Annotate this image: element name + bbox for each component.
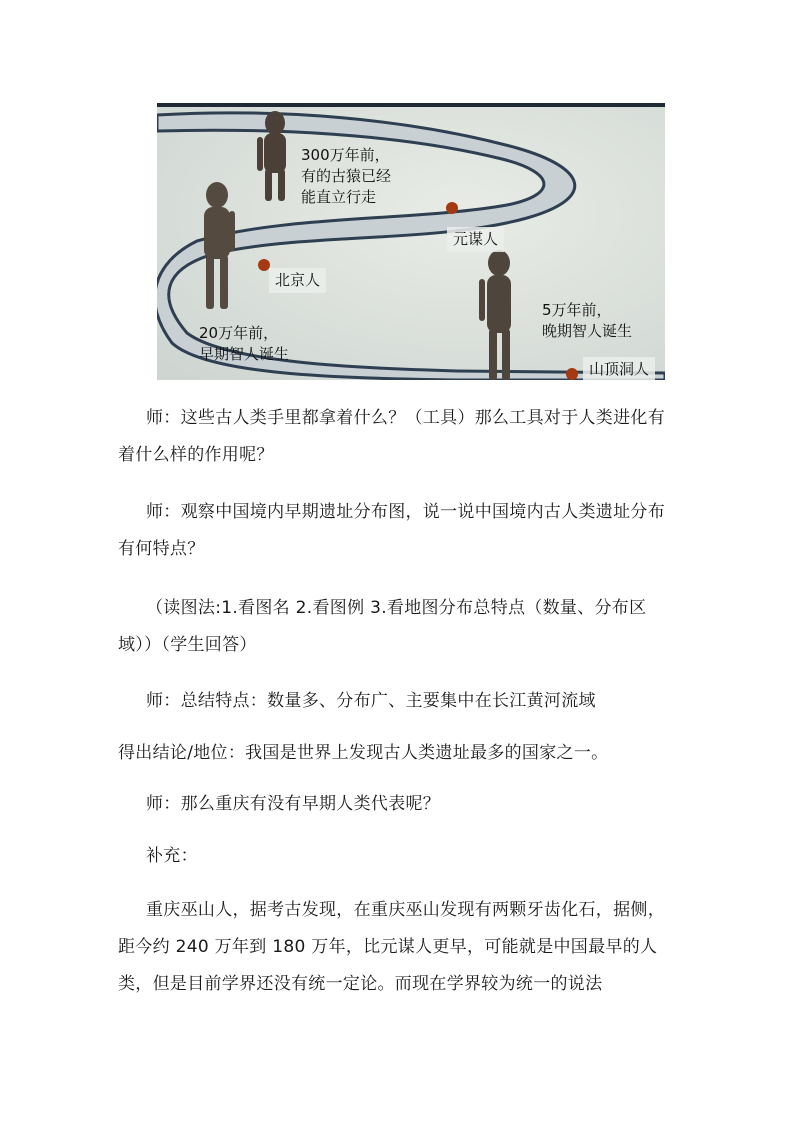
paragraph-7: 补充： [146,846,198,866]
paragraph-8: 重庆巫山人，据考古发现，在重庆巫山发现有两颗牙齿化石，据侧，距今约 240 万年到 180 万年，比元谋人更早，可能就是中国最早的人类，但是目前学界还没有统一定论。而现在学界较为统一的说法 [118,900,665,994]
label-yuanmou: 元谋人 [447,227,504,252]
paragraph-1: 师：这些古人类手里都拿着什么？（工具）那么工具对于人类进化有着什么样的作用呢？ [118,408,665,465]
label-beijing: 北京人 [269,268,326,293]
label-20-years: 20万年前， 早期智人诞生 [199,324,290,363]
shanding-marker [566,368,578,380]
evolution-figure [157,103,665,380]
paragraph-6: 师：那么重庆有没有早期人类代表呢？ [146,794,441,814]
yuanmou-marker [446,202,458,214]
paragraph-3: （读图法:1.看图名 2.看图例 3.看地图分布总特点（数量、分布区域））（学生回答） [118,598,647,655]
label-5-years: 5万年前， 晚期智人诞生 [542,301,633,340]
label-shanding: 山顶洞人 [583,357,655,380]
paragraph-2: 师：观察中国境内早期遗址分布图，说一说中国境内古人类遗址分布有何特点？ [118,502,665,559]
paragraph-5: 得出结论/地位：我国是世界上发现古人类遗址最多的国家之一。 [118,743,609,763]
paragraph-4: 师：总结特点：数量多、分布广、主要集中在长江黄河流域 [146,691,596,711]
label-300-years: 300万年前， 有的古猿已经 能直立行走 [301,146,392,206]
